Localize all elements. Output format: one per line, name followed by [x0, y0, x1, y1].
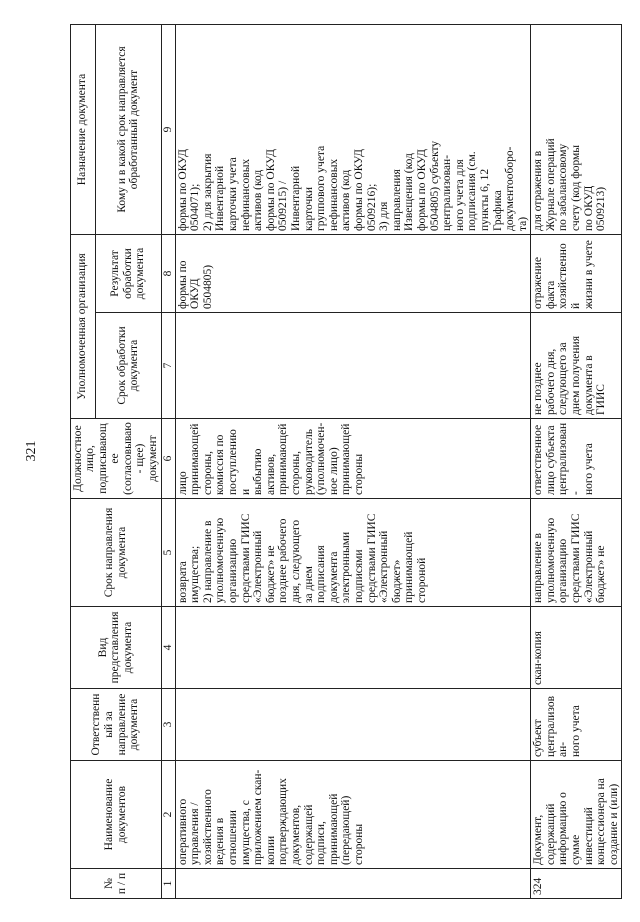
- header-num: № п / п: [70, 869, 161, 899]
- header-result: Результат обработки документа: [95, 235, 161, 313]
- row-result: формы по ОКУД 0504805): [175, 235, 531, 313]
- column-number: 6: [161, 419, 175, 499]
- row-responsible: субъект централизован- ного учета: [531, 689, 622, 761]
- row-name: Документ, содержащий информацию о сумме инвестиций концессионера на создание и (или): [531, 761, 622, 869]
- header-form: Вид представления документа: [70, 607, 161, 689]
- row-name: оперативного управления / хозяйственного ведения в отношении имущества, с приложением скан- копии подтверждающих документов, содержащей подписи, принимающей (передающей) стороны: [175, 761, 531, 869]
- header-responsible: Ответственный за направление документа: [70, 689, 161, 761]
- row-process-term: [175, 313, 531, 419]
- row-process-term: не позднее рабочего дня, следующего за днем получения документа в ГИИС: [531, 313, 622, 419]
- column-number: 9: [161, 25, 175, 235]
- page-number: 321: [24, 440, 39, 462]
- row-deadline: направление в уполномоченную организацию средствами ГИИС «Электронный бюджет» не: [531, 499, 622, 607]
- header-process-term: Срок обработки документа: [95, 313, 161, 419]
- header-deadline: Срок направления документа: [70, 499, 161, 607]
- column-number: 8: [161, 235, 175, 313]
- row-to-whom: формы по ОКУД 0504071); 2) для закрытия Инвентарной карточки учета нефинансовых активов (код формы по ОКУД 0509215) / Инвентарной карточки группового учета нефинансовых активов (код формы по ОКУД 0509216); 3) для направления Извещения (код формы по ОКУД 0504805) субъекту централизован- ного учета для подписания (см. пункты 6, 12 Графика документооборо- та): [175, 25, 531, 235]
- row-form: скан-копия: [531, 607, 622, 689]
- rotated-table-container: [44, 25, 620, 899]
- row-deadline: возврата имущества; 2) направление в уполномоченную организацию средствами ГИИС «Электронный бюджет» не позднее рабочего дня, следующего за днем подписания документа электронными подписями средствами ГИИС «Электронный бюджет» принимающей стороной: [175, 499, 531, 607]
- table-row: [175, 25, 531, 899]
- row-official: ответственное лицо субъекта централизован- ного учета: [531, 419, 622, 499]
- header-purpose: Назначение документа: [70, 25, 95, 235]
- header-to-whom: Кому и в какой срок направляется обработанный документ: [95, 25, 161, 235]
- row-result: отражение факта хозяйственной жизни в учете: [531, 235, 622, 313]
- column-number: 5: [161, 499, 175, 607]
- table-row: [531, 25, 622, 899]
- column-number: 1: [161, 869, 175, 899]
- column-number: 3: [161, 689, 175, 761]
- header-official: Должностное лицо, подписывающее (согласовываю- щее) документ: [70, 419, 161, 499]
- row-num: 324: [531, 869, 622, 899]
- row-official: лицо принимающей стороны, комиссия по поступлению и выбытию активов, принимающей стороны, руководитель (уполномочен- ное лицо) принимающей стороны: [175, 419, 531, 499]
- column-number: 7: [161, 313, 175, 419]
- row-form: [175, 607, 531, 689]
- column-number: 2: [161, 761, 175, 869]
- row-to-whom: для отражения в Журнале операций по забалансовому счету (код формы по ОКУД 0509213): [531, 25, 622, 235]
- header-authorized-org: Уполномоченная организация: [70, 235, 95, 419]
- row-num: [175, 869, 531, 899]
- row-responsible: [175, 689, 531, 761]
- document-flow-table: [44, 24, 622, 899]
- column-number: 4: [161, 607, 175, 689]
- header-name: Наименование документов: [70, 761, 161, 869]
